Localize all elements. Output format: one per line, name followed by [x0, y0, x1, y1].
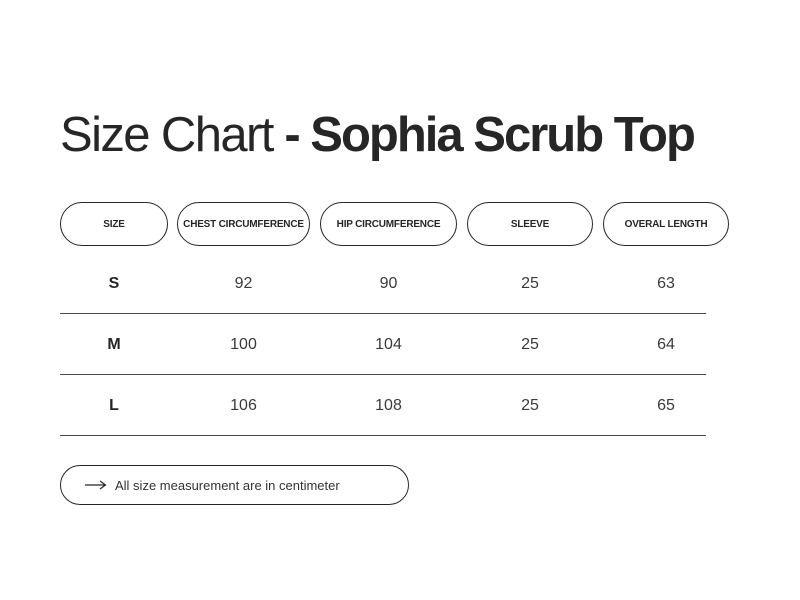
- note-text: All size measurement are in centimeter: [115, 477, 340, 493]
- size-label: L: [109, 397, 119, 414]
- size-label: M: [107, 336, 121, 353]
- chest-value: 106: [230, 397, 257, 414]
- sleeve-value: 25: [521, 275, 539, 292]
- header-overall-length: OVERAL LENGTH: [603, 202, 729, 246]
- sleeve-value: 25: [521, 336, 539, 353]
- table-row-m: [60, 315, 706, 375]
- header-size: SIZE: [60, 202, 168, 246]
- table-row-s: [60, 254, 706, 314]
- header-sleeve: SLEEVE: [467, 202, 593, 246]
- title-product: - Sophia Scrub Top: [272, 108, 694, 162]
- hip-value: 108: [375, 397, 402, 414]
- chest-value: 100: [230, 336, 257, 353]
- header-hip-circumference: HIP CIRCUMFERENCE: [320, 202, 457, 246]
- title-prefix: Size Chart: [60, 108, 273, 162]
- chest-value: 92: [234, 275, 253, 292]
- hip-value: 104: [375, 336, 402, 353]
- size-label: S: [108, 275, 120, 292]
- length-value: 63: [657, 275, 675, 292]
- measurement-note: [60, 465, 409, 505]
- table-row-l: [60, 376, 706, 436]
- length-value: 64: [657, 336, 675, 353]
- hip-value: 90: [379, 275, 398, 292]
- arrow-right-icon: [85, 480, 107, 490]
- header-chest-circumference: CHEST CIRCUMFERENCE: [177, 202, 310, 246]
- length-value: 65: [657, 397, 675, 414]
- sleeve-value: 25: [521, 397, 539, 414]
- page-title: [60, 104, 694, 166]
